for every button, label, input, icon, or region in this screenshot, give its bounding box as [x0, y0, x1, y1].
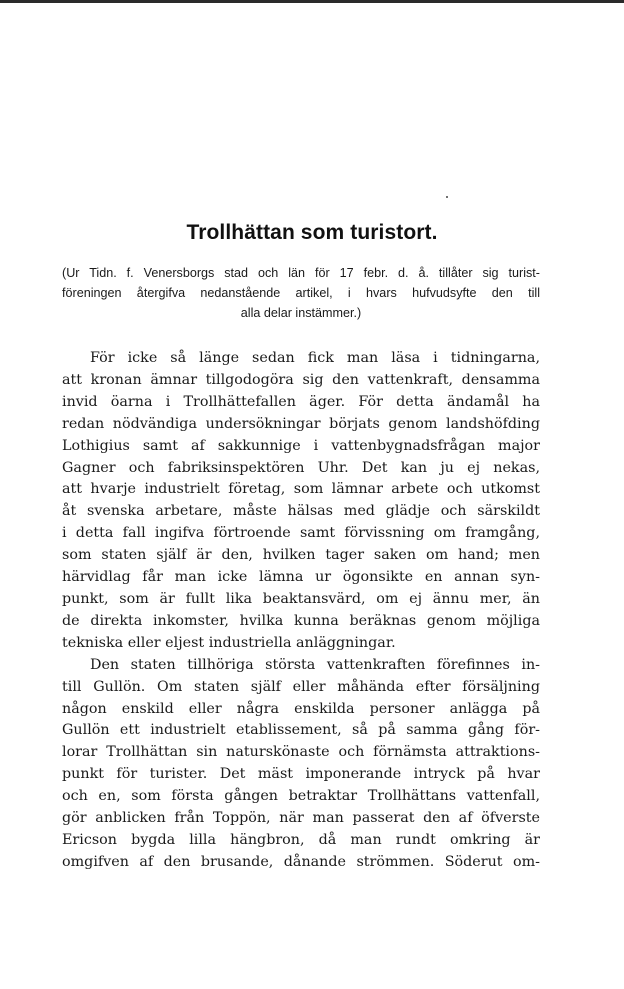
body-line: Lothigius samt af sakkunnige i vattenbygnadsfrågan major [62, 437, 540, 454]
body-line: omgifven af den brusande, dånande strömmen. Söderut om- [62, 853, 540, 870]
body-line: Den staten tillhöriga största vattenkraften förefinnes in- [90, 656, 540, 673]
body-line: i detta fall ingifva förtroende samt förvissning om framgång, [62, 525, 540, 542]
body-line: invid öarna i Trollhättefallen äger. För detta ändamål ha [62, 393, 540, 410]
body-line: Ericson bygda lilla hängbron, då man rundt omkring är [62, 831, 540, 848]
body-line: punkt, som är fullt lika beaktansvärd, om ej ännu mer, än [62, 590, 540, 607]
intro-line: (Ur Tidn. f. Venersborgs stad och län för 17 febr. d. å. tillåter sig turist- [62, 266, 540, 280]
body-line: punkt för turister. Det mäst imponerande intryck på hvar [62, 766, 540, 783]
intro-note [62, 263, 540, 323]
body-line: lorar Trollhättan sin naturskönaste och förnämsta attraktions- [62, 744, 540, 761]
intro-line: alla delar instämmer.) [240, 306, 362, 320]
body-line: gör anblicken från Toppön, när man passerat den af öfverste [62, 810, 540, 827]
body-line: Gullön ett industrielt etablissement, så på samma gång för- [62, 722, 540, 739]
body-line: att hvarje industrielt företag, som lämnar arbete och utkomst [62, 481, 540, 498]
body-line: någon enskild eller några enskilda personer anlägga på [62, 700, 540, 717]
top-rule [0, 0, 624, 3]
body-line: de direkta inkomster, hvilka kunna beräknas genom möjliga [62, 612, 540, 629]
body-line: För icke så länge sedan fick man läsa i tidningarna, [90, 350, 540, 366]
body-line: och en, som första gången betraktar Trollhättans vattenfall, [62, 788, 540, 805]
body-line: Gagner och fabriksinspektören Uhr. Det kan ju ej nekas, [62, 459, 540, 476]
body-line: att kronan ämnar tillgodogöra sig den vattenkraft, densamma [62, 371, 540, 388]
print-speck [446, 196, 448, 198]
body-line: åt svenska arbetare, måste hälsas med glädje och särskildt [62, 503, 540, 520]
body-line: tekniska eller eljest industriella anläggningar. [62, 634, 396, 651]
body-line: härvidlag får man icke lämna ur ögonsikte en annan syn- [62, 569, 540, 586]
intro-line: föreningen återgifva nedanstående artikel, i hvars hufvudsyfte den till [62, 286, 540, 300]
article-title: Trollhättan som turistort. [186, 221, 438, 244]
article-body [62, 348, 540, 874]
body-line: till Gullön. Om staten själf eller måhända efter försäljning [62, 678, 540, 695]
body-line: som staten själf är den, hvilken tager saken om hand; men [62, 547, 540, 564]
body-line: redan nödvändiga undersökningar börjats genom landshöfding [62, 415, 540, 432]
